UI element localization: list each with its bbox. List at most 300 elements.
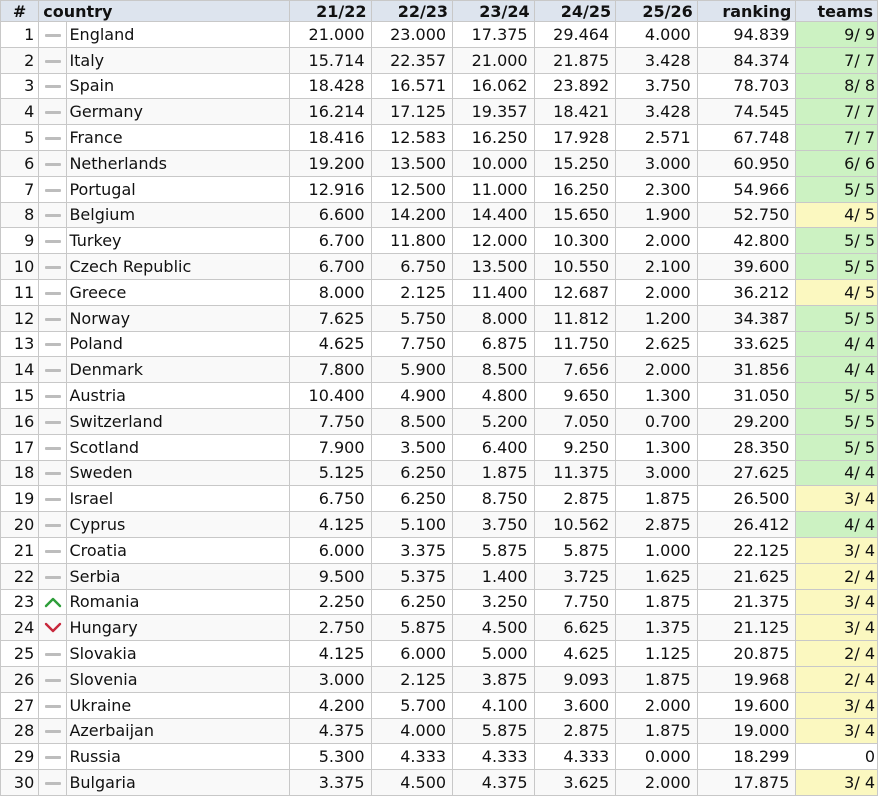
country-cell[interactable]: Azerbaijan (67, 718, 290, 744)
country-cell[interactable]: Serbia (67, 563, 290, 589)
country-cell[interactable]: Belgium (67, 202, 290, 228)
season-s3-cell: 4.500 (453, 615, 535, 641)
season-s5-cell: 2.000 (616, 357, 698, 383)
table-row[interactable] (1, 486, 878, 512)
teams-cell: 6/ 6 (796, 150, 878, 176)
table-row[interactable] (1, 125, 878, 151)
season-s4-cell: 3.625 (534, 770, 616, 796)
dash-icon (45, 472, 61, 475)
country-cell[interactable]: Germany (67, 99, 290, 125)
dash-icon (45, 214, 61, 217)
season-s4-cell: 7.050 (534, 408, 616, 434)
rank-cell: 4 (1, 99, 39, 125)
ranking-cell: 60.950 (697, 150, 796, 176)
teams-cell: 4/ 5 (796, 279, 878, 305)
country-cell[interactable]: Slovenia (67, 666, 290, 692)
season-s3-cell: 6.875 (453, 331, 535, 357)
rank-cell: 14 (1, 357, 39, 383)
header-ranking[interactable]: ranking (697, 1, 796, 22)
country-cell[interactable]: Israel (67, 486, 290, 512)
ranking-cell: 19.968 (697, 666, 796, 692)
dash-icon (45, 111, 61, 114)
ranking-cell: 19.600 (697, 692, 796, 718)
country-cell[interactable]: Poland (67, 331, 290, 357)
season-s1-cell: 2.750 (289, 615, 371, 641)
header-season-21-22[interactable]: 21/22 (289, 1, 371, 22)
country-cell[interactable]: Russia (67, 744, 290, 770)
season-s3-cell: 5.875 (453, 718, 535, 744)
header-season-24-25[interactable]: 24/25 (534, 1, 616, 22)
rank-cell: 29 (1, 744, 39, 770)
season-s2-cell: 14.200 (371, 202, 453, 228)
dash-icon (45, 524, 61, 527)
season-s2-cell: 6.750 (371, 254, 453, 280)
season-s4-cell: 10.300 (534, 228, 616, 254)
ranking-cell: 27.625 (697, 460, 796, 486)
dash-icon (45, 137, 61, 140)
rank-cell: 22 (1, 563, 39, 589)
season-s5-cell: 2.100 (616, 254, 698, 280)
table-row[interactable] (1, 331, 878, 357)
season-s4-cell: 17.928 (534, 125, 616, 151)
rank-cell: 12 (1, 305, 39, 331)
season-s3-cell: 8.750 (453, 486, 535, 512)
rank-cell: 9 (1, 228, 39, 254)
teams-cell: 5/ 5 (796, 383, 878, 409)
season-s2-cell: 17.125 (371, 99, 453, 125)
dash-icon (45, 421, 61, 424)
season-s2-cell: 2.125 (371, 279, 453, 305)
season-s2-cell: 3.500 (371, 434, 453, 460)
trend-same-icon (39, 718, 67, 744)
season-s5-cell: 2.875 (616, 512, 698, 538)
season-s3-cell: 3.250 (453, 589, 535, 615)
table-row[interactable] (1, 770, 878, 796)
season-s2-cell: 6.250 (371, 589, 453, 615)
table-body (1, 22, 878, 796)
country-cell[interactable]: Netherlands (67, 150, 290, 176)
season-s3-cell: 11.400 (453, 279, 535, 305)
table-row[interactable] (1, 357, 878, 383)
country-cell[interactable]: England (67, 22, 290, 48)
table-row[interactable] (1, 176, 878, 202)
season-s1-cell: 4.200 (289, 692, 371, 718)
table-row[interactable] (1, 150, 878, 176)
season-s5-cell: 1.000 (616, 537, 698, 563)
season-s5-cell: 2.000 (616, 228, 698, 254)
trend-same-icon (39, 666, 67, 692)
rank-cell: 20 (1, 512, 39, 538)
season-s1-cell: 10.400 (289, 383, 371, 409)
teams-cell: 3/ 4 (796, 486, 878, 512)
season-s5-cell: 4.000 (616, 22, 698, 48)
dash-icon (45, 240, 61, 243)
country-cell[interactable]: Scotland (67, 434, 290, 460)
season-s5-cell: 2.000 (616, 279, 698, 305)
trend-same-icon (39, 305, 67, 331)
season-s1-cell: 9.500 (289, 563, 371, 589)
season-s1-cell: 12.916 (289, 176, 371, 202)
dash-icon (45, 756, 61, 759)
trend-same-icon (39, 434, 67, 460)
dash-icon (45, 395, 61, 398)
season-s2-cell: 16.571 (371, 73, 453, 99)
season-s1-cell: 6.000 (289, 537, 371, 563)
country-cell[interactable]: Norway (67, 305, 290, 331)
rank-cell: 7 (1, 176, 39, 202)
season-s3-cell: 8.500 (453, 357, 535, 383)
teams-cell: 3/ 4 (796, 718, 878, 744)
ranking-cell: 29.200 (697, 408, 796, 434)
table-row[interactable] (1, 641, 878, 667)
trend-same-icon (39, 357, 67, 383)
rank-cell: 17 (1, 434, 39, 460)
season-s3-cell: 10.000 (453, 150, 535, 176)
season-s3-cell: 5.200 (453, 408, 535, 434)
country-cell[interactable]: France (67, 125, 290, 151)
season-s4-cell: 15.650 (534, 202, 616, 228)
season-s5-cell: 2.625 (616, 331, 698, 357)
table-row[interactable] (1, 254, 878, 280)
season-s1-cell: 19.200 (289, 150, 371, 176)
dash-icon (45, 782, 61, 785)
trend-same-icon (39, 383, 67, 409)
season-s3-cell: 14.400 (453, 202, 535, 228)
ranking-cell: 21.625 (697, 563, 796, 589)
table-row[interactable] (1, 228, 878, 254)
rank-cell: 3 (1, 73, 39, 99)
country-cell[interactable]: Hungary (67, 615, 290, 641)
season-s1-cell: 6.700 (289, 228, 371, 254)
dash-icon (45, 705, 61, 708)
rank-cell: 16 (1, 408, 39, 434)
season-s5-cell: 3.000 (616, 150, 698, 176)
season-s1-cell: 4.625 (289, 331, 371, 357)
country-cell[interactable]: Croatia (67, 537, 290, 563)
country-cell[interactable]: Denmark (67, 357, 290, 383)
trend-same-icon (39, 22, 67, 48)
rank-cell: 5 (1, 125, 39, 151)
country-cell[interactable]: Greece (67, 279, 290, 305)
teams-cell: 5/ 5 (796, 254, 878, 280)
season-s1-cell: 2.250 (289, 589, 371, 615)
table-row[interactable] (1, 460, 878, 486)
header-teams[interactable]: teams (796, 1, 878, 22)
ranking-cell: 21.375 (697, 589, 796, 615)
season-s4-cell: 4.333 (534, 744, 616, 770)
ranking-cell: 67.748 (697, 125, 796, 151)
season-s5-cell: 0.000 (616, 744, 698, 770)
dash-icon (45, 447, 61, 450)
season-s1-cell: 7.750 (289, 408, 371, 434)
trend-same-icon (39, 692, 67, 718)
table-row[interactable] (1, 537, 878, 563)
dash-icon (45, 163, 61, 166)
teams-cell: 5/ 5 (796, 434, 878, 460)
country-cell[interactable]: Cyprus (67, 512, 290, 538)
season-s1-cell: 5.300 (289, 744, 371, 770)
season-s1-cell: 3.375 (289, 770, 371, 796)
season-s2-cell: 5.375 (371, 563, 453, 589)
rank-cell: 11 (1, 279, 39, 305)
season-s1-cell: 5.125 (289, 460, 371, 486)
season-s5-cell: 3.428 (616, 47, 698, 73)
rank-cell: 15 (1, 383, 39, 409)
table-row[interactable] (1, 47, 878, 73)
season-s4-cell: 21.875 (534, 47, 616, 73)
season-s3-cell: 17.375 (453, 22, 535, 48)
country-cell[interactable]: Czech Republic (67, 254, 290, 280)
dash-icon (45, 550, 61, 553)
header-season-22-23[interactable]: 22/23 (371, 1, 453, 22)
teams-cell: 2/ 4 (796, 641, 878, 667)
table-row[interactable] (1, 202, 878, 228)
season-s2-cell: 12.500 (371, 176, 453, 202)
dash-icon (45, 318, 61, 321)
rank-cell: 23 (1, 589, 39, 615)
teams-cell: 5/ 5 (796, 305, 878, 331)
season-s1-cell: 7.900 (289, 434, 371, 460)
ranking-cell: 34.387 (697, 305, 796, 331)
season-s4-cell: 11.375 (534, 460, 616, 486)
ranking-cell: 54.966 (697, 176, 796, 202)
ranking-cell: 17.875 (697, 770, 796, 796)
season-s1-cell: 6.700 (289, 254, 371, 280)
teams-cell: 0 (796, 744, 878, 770)
season-s3-cell: 12.000 (453, 228, 535, 254)
season-s3-cell: 16.250 (453, 125, 535, 151)
season-s5-cell: 2.300 (616, 176, 698, 202)
rank-cell: 28 (1, 718, 39, 744)
country-cell[interactable]: Sweden (67, 460, 290, 486)
table-row[interactable] (1, 279, 878, 305)
season-s4-cell: 6.625 (534, 615, 616, 641)
country-cell[interactable]: Turkey (67, 228, 290, 254)
trend-same-icon (39, 331, 67, 357)
trend-same-icon (39, 176, 67, 202)
season-s5-cell: 1.300 (616, 434, 698, 460)
teams-cell: 5/ 5 (796, 228, 878, 254)
trend-same-icon (39, 150, 67, 176)
season-s2-cell: 8.500 (371, 408, 453, 434)
country-cell[interactable]: Bulgaria (67, 770, 290, 796)
teams-cell: 7/ 7 (796, 99, 878, 125)
ranking-cell: 52.750 (697, 202, 796, 228)
table-row[interactable] (1, 692, 878, 718)
teams-cell: 3/ 4 (796, 615, 878, 641)
season-s1-cell: 7.800 (289, 357, 371, 383)
header-rank[interactable]: # (1, 1, 39, 22)
season-s1-cell: 21.000 (289, 22, 371, 48)
season-s3-cell: 11.000 (453, 176, 535, 202)
season-s3-cell: 3.875 (453, 666, 535, 692)
country-cell[interactable]: Portugal (67, 176, 290, 202)
ranking-cell: 39.600 (697, 254, 796, 280)
season-s1-cell: 18.428 (289, 73, 371, 99)
rank-cell: 24 (1, 615, 39, 641)
season-s3-cell: 3.750 (453, 512, 535, 538)
season-s4-cell: 2.875 (534, 718, 616, 744)
ranking-cell: 78.703 (697, 73, 796, 99)
season-s5-cell: 1.875 (616, 666, 698, 692)
rank-cell: 19 (1, 486, 39, 512)
trend-same-icon (39, 279, 67, 305)
ranking-cell: 31.856 (697, 357, 796, 383)
season-s5-cell: 1.875 (616, 589, 698, 615)
teams-cell: 4/ 4 (796, 512, 878, 538)
country-cell[interactable]: Spain (67, 73, 290, 99)
dash-icon (45, 576, 61, 579)
teams-cell: 4/ 4 (796, 460, 878, 486)
season-s2-cell: 4.333 (371, 744, 453, 770)
season-s1-cell: 4.125 (289, 641, 371, 667)
season-s1-cell: 18.416 (289, 125, 371, 151)
trend-same-icon (39, 563, 67, 589)
teams-cell: 5/ 5 (796, 408, 878, 434)
teams-cell: 7/ 7 (796, 125, 878, 151)
country-cell[interactable]: Ukraine (67, 692, 290, 718)
teams-cell: 2/ 4 (796, 563, 878, 589)
table-row[interactable] (1, 408, 878, 434)
rank-cell: 21 (1, 537, 39, 563)
season-s5-cell: 1.875 (616, 718, 698, 744)
teams-cell: 5/ 5 (796, 176, 878, 202)
season-s2-cell: 6.250 (371, 460, 453, 486)
season-s4-cell: 7.656 (534, 357, 616, 383)
ranking-cell: 22.125 (697, 537, 796, 563)
season-s3-cell: 4.800 (453, 383, 535, 409)
trend-same-icon (39, 99, 67, 125)
season-s5-cell: 1.625 (616, 563, 698, 589)
season-s5-cell: 1.200 (616, 305, 698, 331)
table-row[interactable] (1, 383, 878, 409)
season-s5-cell: 2.000 (616, 692, 698, 718)
country-cell[interactable]: Austria (67, 383, 290, 409)
season-s2-cell: 6.000 (371, 641, 453, 667)
trend-same-icon (39, 73, 67, 99)
season-s4-cell: 4.625 (534, 641, 616, 667)
ranking-cell: 36.212 (697, 279, 796, 305)
season-s4-cell: 11.812 (534, 305, 616, 331)
table-row[interactable] (1, 305, 878, 331)
season-s2-cell: 22.357 (371, 47, 453, 73)
season-s4-cell: 9.650 (534, 383, 616, 409)
teams-cell: 7/ 7 (796, 47, 878, 73)
season-s2-cell: 5.100 (371, 512, 453, 538)
country-cell[interactable]: Italy (67, 47, 290, 73)
season-s2-cell: 4.000 (371, 718, 453, 744)
season-s2-cell: 13.500 (371, 150, 453, 176)
country-cell[interactable]: Switzerland (67, 408, 290, 434)
ranking-cell: 18.299 (697, 744, 796, 770)
table-row[interactable] (1, 434, 878, 460)
season-s4-cell: 23.892 (534, 73, 616, 99)
dash-icon (45, 189, 61, 192)
season-s5-cell: 0.700 (616, 408, 698, 434)
ranking-cell: 94.839 (697, 22, 796, 48)
ranking-cell: 74.545 (697, 99, 796, 125)
table-row[interactable] (1, 512, 878, 538)
teams-cell: 4/ 5 (796, 202, 878, 228)
season-s4-cell: 29.464 (534, 22, 616, 48)
trend-same-icon (39, 744, 67, 770)
season-s2-cell: 6.250 (371, 486, 453, 512)
country-cell[interactable]: Romania (67, 589, 290, 615)
season-s1-cell: 16.214 (289, 99, 371, 125)
table-row[interactable] (1, 563, 878, 589)
ranking-cell: 19.000 (697, 718, 796, 744)
season-s1-cell: 6.750 (289, 486, 371, 512)
trend-same-icon (39, 125, 67, 151)
season-s4-cell: 11.750 (534, 331, 616, 357)
ranking-cell: 20.875 (697, 641, 796, 667)
dash-icon (45, 369, 61, 372)
rank-cell: 8 (1, 202, 39, 228)
table-row[interactable] (1, 718, 878, 744)
dash-icon (45, 498, 61, 501)
season-s5-cell: 3.750 (616, 73, 698, 99)
rank-cell: 30 (1, 770, 39, 796)
trend-same-icon (39, 537, 67, 563)
season-s3-cell: 5.875 (453, 537, 535, 563)
trend-same-icon (39, 486, 67, 512)
rank-cell: 25 (1, 641, 39, 667)
table-row[interactable] (1, 615, 878, 641)
table-row[interactable] (1, 73, 878, 99)
rank-cell: 1 (1, 22, 39, 48)
rank-cell: 27 (1, 692, 39, 718)
season-s3-cell: 13.500 (453, 254, 535, 280)
dash-icon (45, 679, 61, 682)
rank-cell: 18 (1, 460, 39, 486)
season-s3-cell: 5.000 (453, 641, 535, 667)
season-s1-cell: 6.600 (289, 202, 371, 228)
dash-icon (45, 85, 61, 88)
season-s3-cell: 19.357 (453, 99, 535, 125)
teams-cell: 3/ 4 (796, 770, 878, 796)
header-season-25-26[interactable]: 25/26 (616, 1, 698, 22)
season-s4-cell: 7.750 (534, 589, 616, 615)
teams-cell: 9/ 9 (796, 22, 878, 48)
trend-down-icon (39, 615, 67, 641)
season-s4-cell: 15.250 (534, 150, 616, 176)
teams-cell: 2/ 4 (796, 666, 878, 692)
season-s3-cell: 8.000 (453, 305, 535, 331)
season-s2-cell: 7.750 (371, 331, 453, 357)
header-season-23-24[interactable]: 23/24 (453, 1, 535, 22)
header-country[interactable]: country (39, 1, 290, 22)
season-s2-cell: 5.700 (371, 692, 453, 718)
ranking-cell: 33.625 (697, 331, 796, 357)
dash-icon (45, 292, 61, 295)
table-row[interactable] (1, 22, 878, 48)
teams-cell: 3/ 4 (796, 537, 878, 563)
season-s5-cell: 3.428 (616, 99, 698, 125)
ranking-cell: 28.350 (697, 434, 796, 460)
teams-cell: 4/ 4 (796, 357, 878, 383)
table-row[interactable] (1, 744, 878, 770)
season-s1-cell: 4.375 (289, 718, 371, 744)
trend-same-icon (39, 512, 67, 538)
table-row[interactable] (1, 666, 878, 692)
table-row[interactable] (1, 589, 878, 615)
trend-same-icon (39, 228, 67, 254)
season-s2-cell: 2.125 (371, 666, 453, 692)
dash-icon (45, 653, 61, 656)
season-s4-cell: 12.687 (534, 279, 616, 305)
table-row[interactable] (1, 99, 878, 125)
country-cell[interactable]: Slovakia (67, 641, 290, 667)
